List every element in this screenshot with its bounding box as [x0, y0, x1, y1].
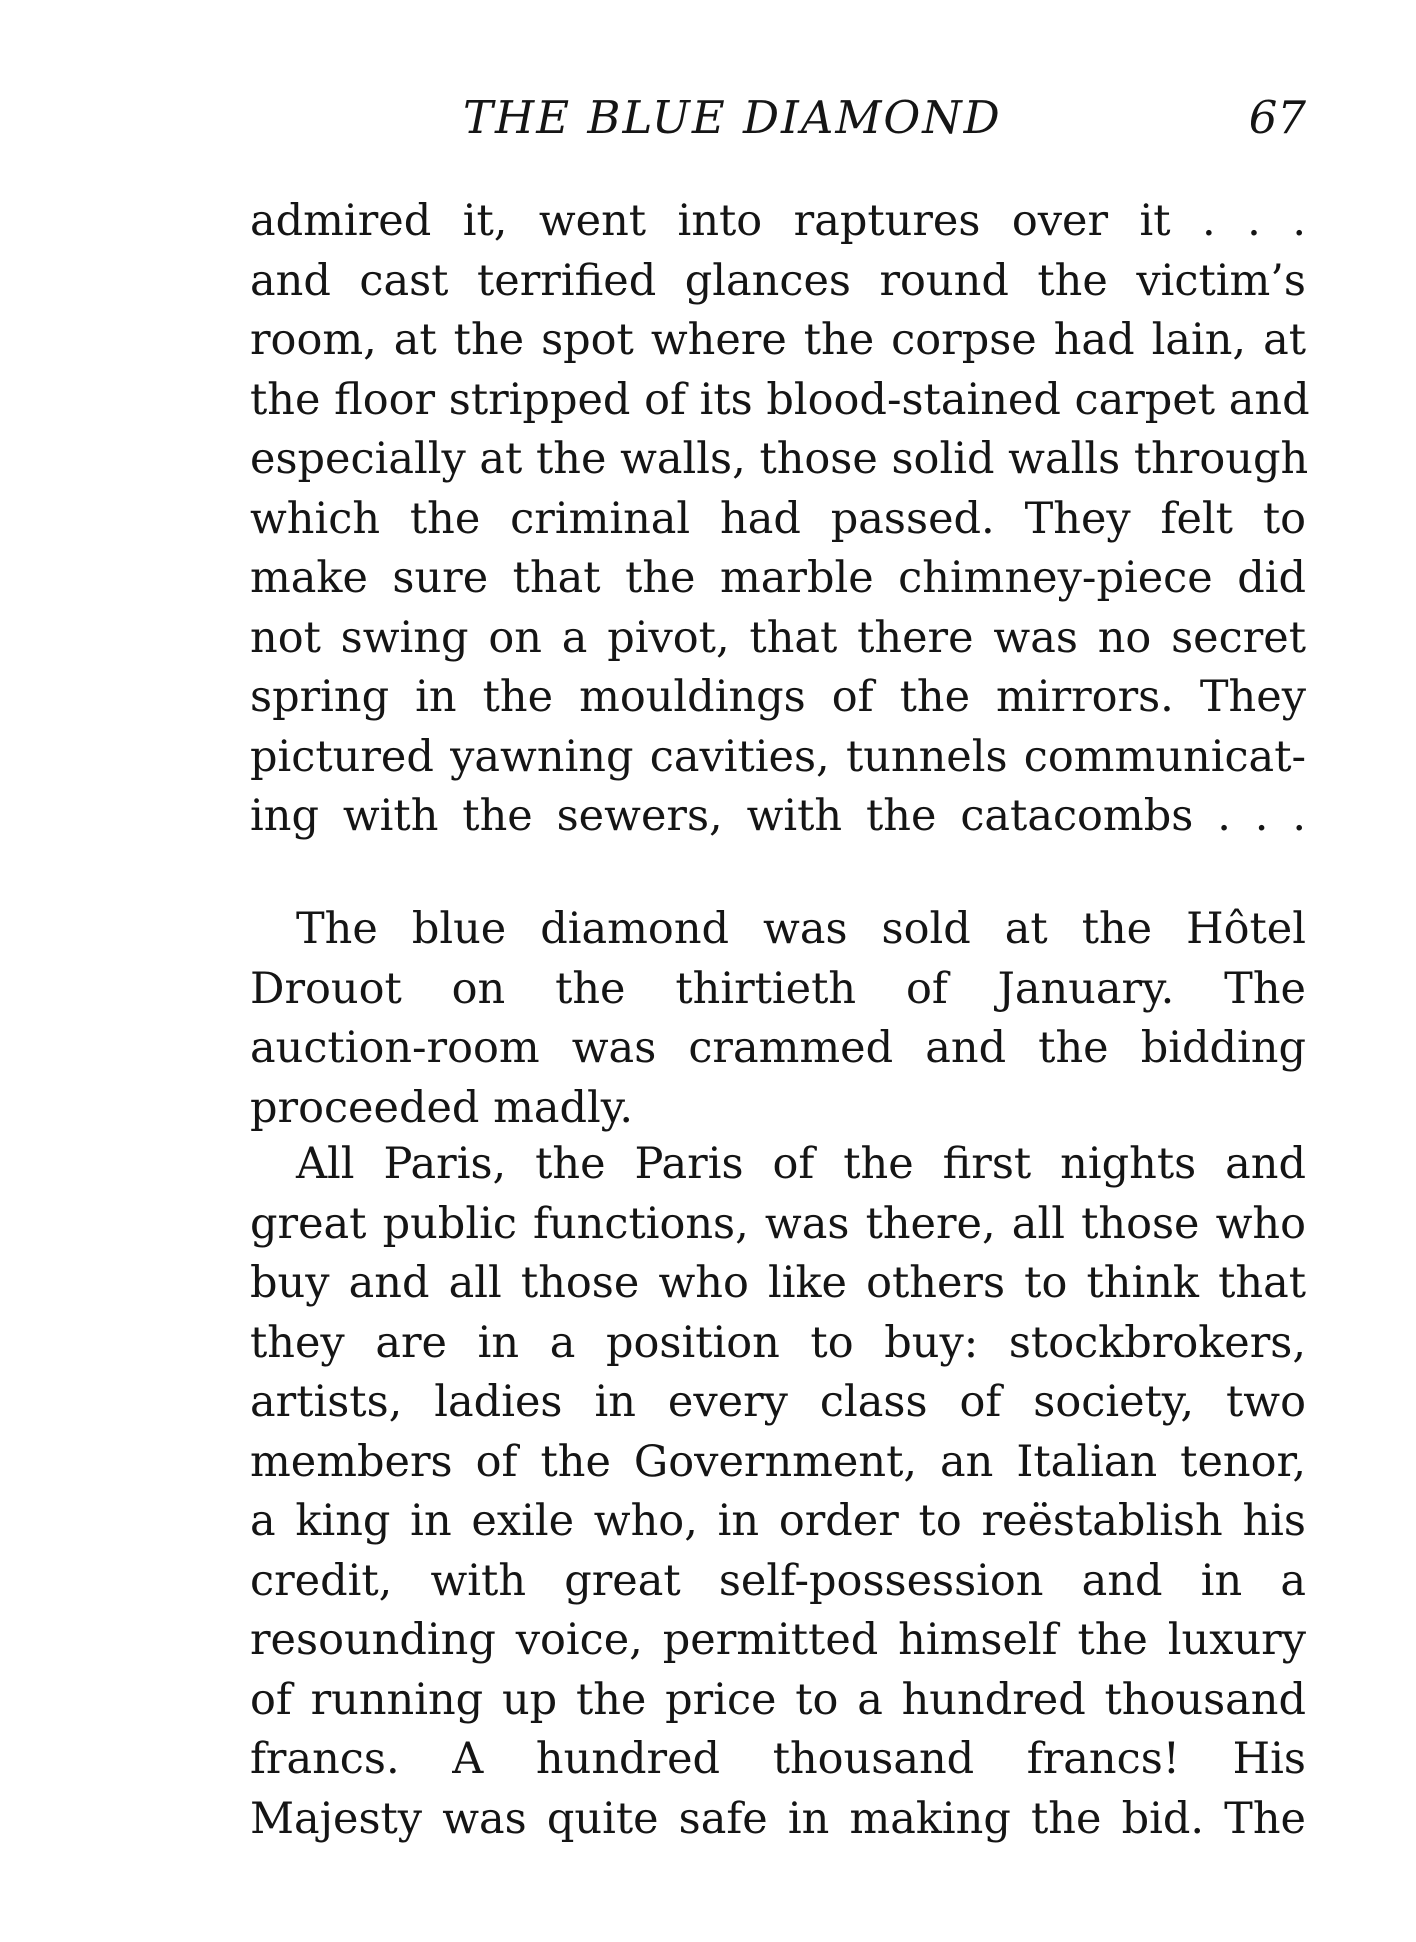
text-line: pictured yawning cavities, tunnels communicat-: [250, 731, 1306, 782]
text-line: make sure that the marble chimney-piece did: [250, 553, 1306, 603]
running-head: [250, 88, 1306, 148]
text-line: auction-room was crammed and the bidding: [250, 1023, 1306, 1073]
text-line: of running up the price to a hundred thousand: [250, 1674, 1306, 1725]
text-line: proceeded madly.: [250, 1082, 634, 1133]
text-line: The blue diamond was sold at the Hôtel: [296, 904, 1306, 954]
text-line: Majesty was quite safe in making the bid. The: [250, 1793, 1306, 1844]
text-line: admired it, went into raptures over it . . .: [250, 196, 1306, 246]
text-line: great public functions, was there, all those who: [250, 1198, 1306, 1249]
text-line: resounding voice, permitted himself the luxury: [250, 1615, 1306, 1665]
text-line: Drouot on the thirtieth of January. The: [250, 963, 1306, 1014]
text-line: room, at the spot where the corpse had lain, at: [250, 315, 1306, 365]
text-line: credit, with great self-possession and in a: [250, 1555, 1306, 1606]
text-line: and cast terrified glances round the victim’s: [250, 255, 1306, 306]
text-line: not swing on a pivot, that there was no secret: [250, 612, 1306, 663]
text-line: the floor stripped of its blood-stained carpet and: [250, 374, 1310, 425]
text-line: spring in the mouldings of the mirrors. They: [250, 672, 1306, 722]
text-line: they are in a position to buy: stockbrokers,: [250, 1317, 1306, 1368]
text-line: which the criminal had passed. They felt to: [250, 493, 1306, 544]
paragraph-2: [250, 900, 1306, 1138]
text-line: francs. A hundred thousand francs! His: [250, 1734, 1306, 1784]
text-line: members of the Government, an Italian tenor,: [250, 1436, 1306, 1487]
text-line: All Paris, the Paris of the first nights and: [296, 1139, 1306, 1189]
text-line: artists, ladies in every class of society, two: [250, 1377, 1306, 1427]
text-line: especially at the walls, those solid walls through: [250, 434, 1309, 484]
text-line: a king in exile who, in order to reëstablish his: [250, 1496, 1306, 1546]
paragraph-3: [250, 1135, 1306, 1849]
text-line: buy and all those who like others to think that: [250, 1258, 1306, 1308]
running-title: THE BLUE DIAMOND: [463, 91, 1002, 144]
paragraph-1: [250, 192, 1310, 847]
page-number: 67: [1248, 91, 1306, 144]
text-line: ing with the sewers, with the catacombs . . .: [250, 791, 1306, 841]
